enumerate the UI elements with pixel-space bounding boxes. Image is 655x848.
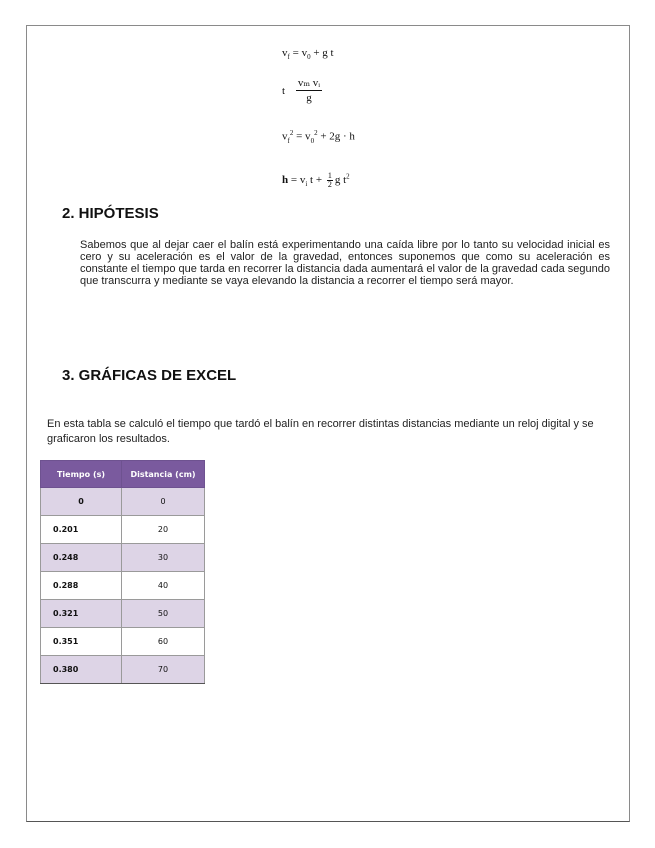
table-row xyxy=(41,516,205,544)
cell-tiempo: 0.288 xyxy=(41,572,122,600)
table-row xyxy=(41,628,205,656)
cell-tiempo: 0.380 xyxy=(41,656,122,684)
document-page xyxy=(26,25,630,822)
equation-height: $h = v_i$ t + $\frac{1}{2}$ g $t^2$ xyxy=(282,171,350,189)
equation-velocity: $v_f = v_0 + g$ t xyxy=(282,47,334,62)
heading-hipotesis: 2. HIPÓTESIS xyxy=(62,205,159,222)
header-tiempo: Tiempo (s) xyxy=(41,461,122,488)
cell-tiempo: 0.201 xyxy=(41,516,122,544)
cell-distancia: 60 xyxy=(122,628,205,656)
cell-distancia: 20 xyxy=(122,516,205,544)
cell-distancia: 30 xyxy=(122,544,205,572)
table-row xyxy=(41,488,205,516)
table-row xyxy=(41,572,205,600)
equation-velocity-squared: $v_f^2 = v_0^2 + 2g \cdot h$ xyxy=(282,129,355,145)
cell-distancia: 40 xyxy=(122,572,205,600)
heading-graficas: 3. GRÁFICAS DE EXCEL xyxy=(62,367,237,384)
cell-tiempo: 0.321 xyxy=(41,600,122,628)
table-row xyxy=(41,600,205,628)
cell-tiempo: 0 xyxy=(41,488,122,516)
hipotesis-paragraph: Sabemos que al dejar caer el balín está experimentando una caída libre por lo tanto su velocidad inicial es cero y su aceleración es el valor de la gravedad, entonces suponemos que como su aceleración es constante el tiempo que tarda en recorrer la distancia dada aumentará el valor de la gravedad cada segundo que transcurra y mediante se vaya elevando la distancia a recorrer el tiempo será mayor. xyxy=(80,239,610,287)
cell-distancia: 0 xyxy=(122,488,205,516)
time-distance-table xyxy=(40,460,205,684)
cell-tiempo: 0.248 xyxy=(41,544,122,572)
table-header-row xyxy=(41,461,205,488)
header-distancia: Distancia (cm) xyxy=(122,461,205,488)
cell-tiempo: 0.351 xyxy=(41,628,122,656)
graficas-intro: En esta tabla se calculó el tiempo que tardó el balín en recorrer distintas distancias mediante un reloj digital y se graficaron los resultados. xyxy=(47,418,594,445)
cell-distancia: 50 xyxy=(122,600,205,628)
cell-distancia: 70 xyxy=(122,656,205,684)
table-row xyxy=(41,656,205,684)
equation-time: t $\frac{\text{vₘ vᵢ}}{g}$ xyxy=(282,77,321,104)
table-row xyxy=(41,544,205,572)
